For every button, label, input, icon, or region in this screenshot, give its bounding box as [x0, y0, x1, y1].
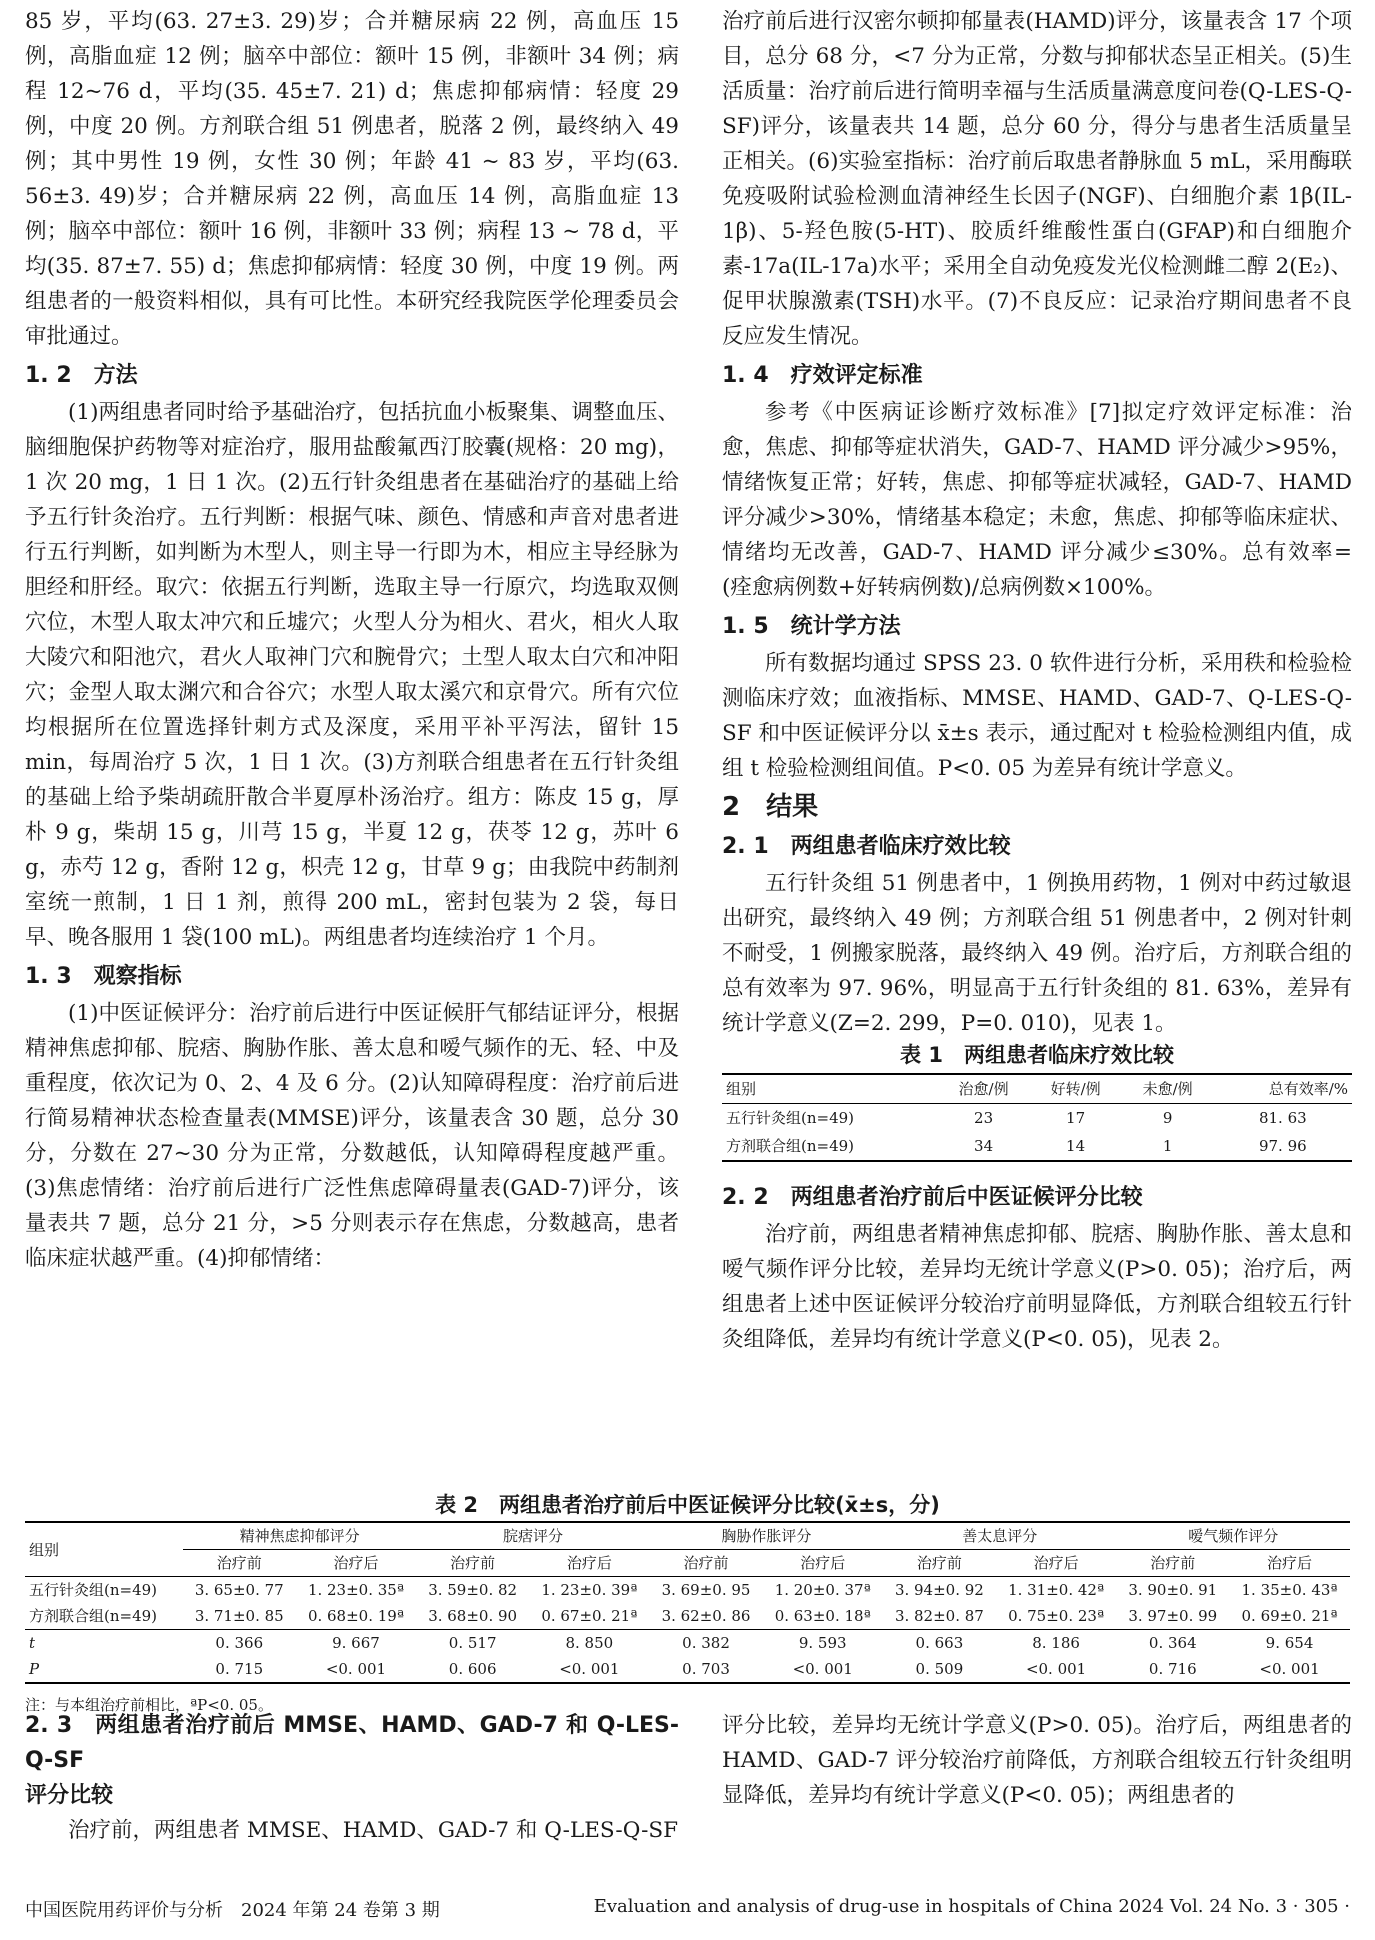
table2-cell: 0. 509 [915, 1660, 964, 1678]
table1-header-cell: 总有效率/% [1214, 1074, 1352, 1104]
table2-subheader-cell: 治疗前 [650, 1550, 763, 1577]
table2-cell: 3. 59±0. 82 [428, 1581, 518, 1599]
table2-subheader-cell: 治疗前 [1117, 1550, 1230, 1577]
table2-subheader-cell: 治疗后 [1229, 1550, 1350, 1577]
table2-subheader-row [25, 1550, 1350, 1577]
table-row [25, 1656, 1350, 1683]
paragraph-tcm-scores: 治疗前，两组患者精神焦虑抑郁、脘痞、胸胁作胀、善太息和嗳气频作评分比较，差异均无统计学意义(P>0. 05)；治疗后，两组患者上述中医证候评分较治疗前明显降低，方剂联合组较五行针灸组降低，差异均有统计学意义(P<0. 05)，见表 2。 [722, 1222, 1352, 1352]
footer-journal-en: Evaluation and analysis of drug-use in hospitals of China 2024 Vol. 24 No. 3 · 305 · [593, 1896, 1350, 1917]
table1-cell: 9 [1162, 1109, 1173, 1127]
table1-cell: 五行针灸组(n=49) [726, 1109, 855, 1127]
paragraph-indicators-cont: 治疗前后进行汉密尔顿抑郁量表(HAMD)评分，该量表含 17 个项目，总分 68 分，<7 分为正常，分数与抑郁状态呈正相关。(5)生活质量：治疗前后进行简明幸福与生活质量满意度问卷(Q-LES-Q-SF)评分，该量表共 14 题，总分 60 分，得分与患者生活质量呈正相关。(6)实验室指标：治疗前后取患者静脉血 5 mL，采用酶联免疫吸附试验检测血清神经生长因子(NGF)、白细胞介素 1β(IL-1β)、5-羟色胺(5-HT)、胶质纤维酸性蛋白(GFAP)和白细胞介素-17a(IL-17a)水平；采用全自动免疫发光仪检测雌二醇 2(E₂)、促甲状腺激素(TSH)水平。(7)不良反应：记录治疗期间患者不良反应发生情况。 [722, 9, 1352, 349]
table2-cell: P [29, 1660, 40, 1678]
table2-subheader-cell: 治疗后 [529, 1550, 650, 1577]
bottom-left-column [25, 1708, 679, 1848]
heading-1-4-criteria: 1. 4 疗效评定标准 [722, 363, 923, 388]
table1-cell: 1 [1162, 1137, 1173, 1155]
table1-cell: 方剂联合组(n=49) [726, 1137, 855, 1155]
table-row [722, 1104, 1352, 1133]
table1-cell: 97. 96 [1258, 1137, 1307, 1155]
paragraph-scale-scores: 治疗前，两组患者 MMSE、HAMD、GAD-7 和 Q-LES-Q-SF [68, 1818, 679, 1843]
paragraph-scale-scores-cont: 评分比较，差异均无统计学意义(P>0. 05)。治疗后，两组患者的 HAMD、GAD-7 评分较治疗前降低，方剂联合组较五行针灸组明显降低，差异均有统计学意义(P<0. 05)；两组患者的 [722, 1713, 1352, 1808]
table-row [25, 1603, 1350, 1630]
table2-cell: 0. 366 [183, 1630, 296, 1657]
table2-cell: 3. 69±0. 95 [661, 1581, 751, 1599]
right-column [722, 4, 1352, 1357]
table2-subheader-cell: 治疗后 [296, 1550, 417, 1577]
table2-note: 注：与本组治疗前相比，ªP<0. 05。 [25, 1696, 273, 1714]
table2-category-header: 胸胁作胀评分 [650, 1522, 883, 1550]
table2-subheader-cell: 治疗后 [762, 1550, 883, 1577]
table2-cell: 0. 68±0. 19ª [307, 1607, 404, 1625]
table2-cell: 0. 517 [416, 1630, 529, 1657]
paragraph-methods: (1)两组患者同时给予基础治疗，包括抗血小板聚集、调整血压、脑细胞保护药物等对症治疗，服用盐酸氟西汀胶囊(规格：20 mg)，1 次 20 mg，1 日 1 次。(2)五行针灸组患者在基础治疗的基础上给予五行针灸治疗。五行判断：根据气味、颜色、情感和声音对患者进行五行判断，如判断为木型人，则主导一行即为木，相应主导经脉为胆经和肝经。取穴：依据五行判断，选取主导一行原穴，均选取双侧穴位，木型人取太冲穴和丘墟穴；火型人分为相火、君火，相火人取大陵穴和阳池穴，君火人取神门穴和腕骨穴；土型人取太白穴和冲阳穴；金型人取太渊穴和合谷穴；水型人取太溪穴和京骨穴。所有穴位均根据所在位置选择针刺方式及深度，采用平补平泻法，留针 15 min，每周治疗 5 次，1 日 1 次。(3)方剂联合组患者在五行针灸组的基础上给予柴胡疏肝散合半夏厚朴汤治疗。组方：陈皮 15 g，厚朴 9 g，柴胡 15 g，川芎 15 g，半夏 12 g，茯苓 12 g，苏叶 6 g，赤芍 12 g，香附 12 g，枳壳 12 g，甘草 9 g；由我院中药制剂室统一煎制，1 日 1 剂，煎得 200 mL，密封包装为 2 袋，每日早、晚各服用 1 袋(100 mL)。两组患者均连续治疗 1 个月。 [25, 400, 679, 950]
heading-1-5-statistics: 1. 5 统计学方法 [722, 614, 901, 639]
paragraph-general-info: 85 岁，平均(63. 27±3. 29)岁；合并糖尿病 22 例，高血压 15 例，高脂血症 12 例；脑卒中部位：额叶 15 例，非额叶 34 例；病程 12~76 d，平均(35. 45±7. 21) d；焦虑抑郁病情：轻度 29 例，中度 20 例。方剂联合组 51 例患者，脱落 2 例，最终纳入 49 例；其中男性 19 例，女性 30 例；年龄 41 ~ 83 岁，平均(63. 56±3. 49)岁；合并糖尿病 22 例，高血压 14 例，高脂血症 13 例；脑卒中部位：额叶 16 例，非额叶 33 例；病程 13 ~ 78 d，平均(35. 87±7. 55) d；焦虑抑郁病情：轻度 30 例，中度 19 例。两组患者的一般资料相似，具有可比性。本研究经我院医学伦理委员会审批通过。 [25, 9, 679, 349]
table-row [25, 1577, 1350, 1604]
table1-title: 表 1 两组患者临床疗效比较 [900, 1043, 1174, 1067]
table-row [722, 1132, 1352, 1161]
table1-header-cell: 治愈/例 [938, 1074, 1030, 1104]
table-row [25, 1630, 1350, 1657]
table2-cell: 9. 667 [296, 1630, 417, 1657]
table1-header-cell: 组别 [722, 1074, 938, 1104]
table2-cell: 0. 69±0. 21ª [1241, 1607, 1338, 1625]
table2-cell: 方剂联合组(n=49) [29, 1607, 158, 1625]
table2-cell: 1. 20±0. 37ª [774, 1581, 871, 1599]
paragraph-efficacy: 五行针灸组 51 例患者中，1 例换用药物，1 例对中药过敏退出研究，最终纳入 49 例；方剂联合组 51 例患者中，2 例对针刺不耐受，1 例搬家脱落，最终纳入 49 例。治疗后，方剂联合组的总有效率为 97. 96%，明显高于五行针灸组的 81. 63%，差异有统计学意义(Z=2. 299，P=0. 010)，见表 1。 [722, 871, 1352, 1036]
table2-cell: 1. 31±0. 42ª [1008, 1581, 1105, 1599]
table2-cell: 9. 654 [1229, 1630, 1350, 1657]
table2-header-row [25, 1522, 1350, 1550]
table2-cell: 0. 364 [1117, 1630, 1230, 1657]
table2-cell: 0. 67±0. 21ª [541, 1607, 638, 1625]
table2-cell: 0. 663 [883, 1630, 996, 1657]
table2-cell: 1. 23±0. 35ª [307, 1581, 404, 1599]
table2-cell: t [25, 1630, 183, 1657]
table2-category-header: 精神焦虑抑郁评分 [183, 1522, 416, 1550]
bottom-right-column [722, 1708, 1352, 1813]
table2-cell: 五行针灸组(n=49) [29, 1581, 158, 1599]
table2-cell: 3. 97±0. 99 [1128, 1607, 1218, 1625]
heading-1-2-methods: 1. 2 方法 [25, 363, 138, 388]
table1-header-cell: 未愈/例 [1122, 1074, 1214, 1104]
table2-cell: 8. 186 [996, 1630, 1117, 1657]
table2-subheader-cell: 治疗后 [996, 1550, 1117, 1577]
heading-2-3-line2: 评分比较 [25, 1783, 114, 1808]
table2-cell: 0. 382 [650, 1630, 763, 1657]
table2-cell: 3. 65±0. 77 [194, 1581, 284, 1599]
table2-cell: <0. 001 [1259, 1660, 1320, 1678]
table1-header-cell: 好转/例 [1030, 1074, 1122, 1104]
heading-2-3-line1: 2. 3 两组患者治疗前后 MMSE、HAMD、GAD-7 和 Q-LES-Q-SF [25, 1713, 679, 1773]
table2-cell: 3. 62±0. 86 [661, 1607, 751, 1625]
table2-cell: 3. 94±0. 92 [894, 1581, 984, 1599]
table2-cell: 3. 82±0. 87 [894, 1607, 984, 1625]
table2-cell: 0. 63±0. 18ª [774, 1607, 871, 1625]
table1-header-row [722, 1074, 1352, 1104]
page-footer [25, 1896, 1350, 1922]
table2-category-header: 善太息评分 [883, 1522, 1116, 1550]
footer-journal-cn: 中国医院用药评价与分析 2024 年第 24 卷第 3 期 [25, 1900, 440, 1921]
table2-cell: <0. 001 [792, 1660, 853, 1678]
table2-header-cell: 组别 [25, 1522, 183, 1577]
paragraph-criteria: 参考《中医病证诊断疗效标准》[7]拟定疗效评定标准：治愈，焦虑、抑郁等症状消失，GAD-7、HAMD 评分减少>95%，情绪恢复正常；好转，焦虑、抑郁等症状减轻，GAD-7、HAMD 评分减少>30%，情绪基本稳定；未愈，焦虑、抑郁等临床症状、情绪均无改善，GAD-7、HAMD 评分减少≤30%。总有效率=(痊愈病例数+好转病例数)/总病例数×100%。 [722, 400, 1352, 600]
heading-2-2-tcm-scores: 2. 2 两组患者治疗前后中医证候评分比较 [722, 1185, 1143, 1210]
table2-cell: <0. 001 [1025, 1660, 1087, 1678]
table1-cell: 81. 63 [1258, 1109, 1307, 1127]
table2-cell: 3. 90±0. 91 [1128, 1581, 1218, 1599]
table2-cell: 1. 35±0. 43ª [1241, 1581, 1338, 1599]
table2-cell: <0. 001 [559, 1660, 620, 1678]
heading-2-1-efficacy: 2. 1 两组患者临床疗效比较 [722, 834, 1011, 859]
table2-subheader-cell: 治疗前 [416, 1550, 529, 1577]
heading-2-results: 2 结果 [722, 792, 819, 822]
table1-cell: 34 [974, 1137, 994, 1155]
table2-category-header: 嗳气频作评分 [1117, 1522, 1351, 1550]
table1-cell: 14 [1066, 1137, 1086, 1155]
table2-cell: 0. 715 [215, 1660, 264, 1678]
table2-subheader-cell: 治疗前 [183, 1550, 296, 1577]
table2-cell: 0. 75±0. 23ª [1008, 1607, 1105, 1625]
table2-cell: 0. 606 [448, 1660, 497, 1678]
left-column [25, 4, 679, 1276]
table2-cell: 8. 850 [529, 1630, 650, 1657]
table2-cell: 9. 593 [762, 1630, 883, 1657]
paragraph-statistics: 所有数据均通过 SPSS 23. 0 软件进行分析，采用秩和检验检测临床疗效；血液指标、MMSE、HAMD、GAD-7、Q-LES-Q-SF 和中医证候评分以 x̄±s 表示，通过配对 t 检验检测组内值，成组 t 检验检测组间值。P<0. 05 为差异有统计学意义。 [722, 651, 1352, 781]
table2-block [25, 1491, 1350, 1715]
table2-title: 表 2 两组患者治疗前后中医证候评分比较(x̄±s，分) [435, 1493, 940, 1517]
table2-cell: 0. 716 [1148, 1660, 1197, 1678]
table2-category-header: 脘痞评分 [416, 1522, 649, 1550]
heading-1-3-indicators: 1. 3 观察指标 [25, 964, 182, 989]
table2-cell: 3. 68±0. 90 [428, 1607, 518, 1625]
table2-cell: 1. 23±0. 39ª [541, 1581, 638, 1599]
table2-cell: 0. 703 [682, 1660, 730, 1678]
table2-cell: 3. 71±0. 85 [194, 1607, 284, 1625]
table2 [25, 1521, 1350, 1684]
table2-cell: <0. 001 [325, 1660, 387, 1678]
table1-cell: 23 [974, 1109, 994, 1127]
table1 [722, 1073, 1352, 1162]
table2-subheader-cell: 治疗前 [883, 1550, 996, 1577]
paragraph-indicators: (1)中医证候评分：治疗前后进行中医证候肝气郁结证评分，根据精神焦虑抑郁、脘痞、胸胁作胀、善太息和嗳气频作的无、轻、中及重程度，依次记为 0、2、4 及 6 分。(2)认知障碍程度：治疗前后进行简易精神状态检查量表(MMSE)评分，该量表含 30 题，总分 30 分，分数在 27~30 分为正常，分数越低，认知障碍程度越严重。(3)焦虑情绪：治疗前后进行广泛性焦虑障碍量表(GAD-7)评分，该量表共 7 题，总分 21 分，>5 分则表示存在焦虑，分数越高，患者临床症状越严重。(4)抑郁情绪： [25, 1001, 679, 1271]
table1-cell: 17 [1066, 1109, 1086, 1127]
